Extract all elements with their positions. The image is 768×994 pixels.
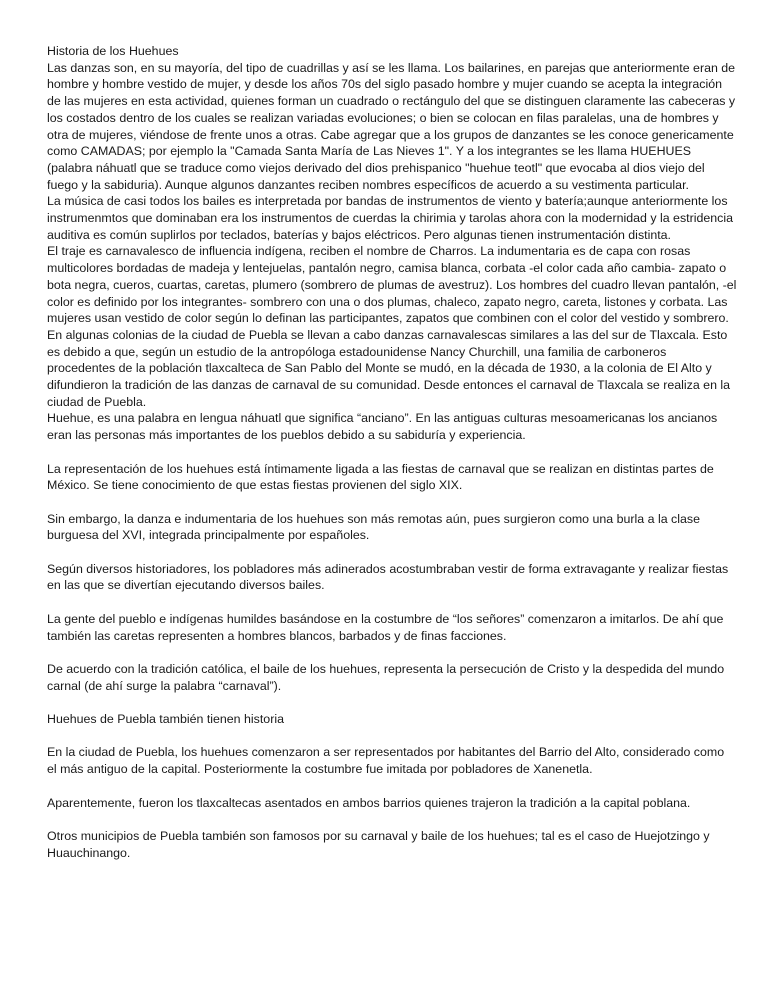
paragraph-huehue-definicion: Huehue, es una palabra en lengua náhuatl que significa “anciano”. En las antiguas culturas mesoamericanas los ancianos eran las personas más importantes de los pueblos debido a su sabiduría y experiencia. [47, 411, 718, 443]
paragraph-otros-municipios: Otros municipios de Puebla también son famosos por su carnaval y baile de los huehues; tal es el caso de Huejotzingo y Huauchinango. [47, 828, 710, 860]
paragraph-tradicion-catolica: De acuerdo con la tradición católica, el baile de los huehues, representa la persecución de Cristo y la despedida del mundo carnal (de ahí surge la palabra “carnaval”). [47, 661, 725, 693]
paragraph-tlaxcaltecas: Aparentemente, fueron los tlaxcaltecas asentados en ambos barrios quienes trajeron la tradición a la capital poblana. [47, 795, 691, 810]
paragraph-musica: La música de casi todos los bailes es interpretada por bandas de instrumentos de viento y batería;aunque anteriormente los instrumenmtos que dominaban era los instrumentos de cuerdas la chirimia y tarolas ahora con la modernidad y la estridencia auditiva es común suplirlos por teclados, baterías y bajos eléctricos. Pero algunas tienen instrumentación distinta. [47, 194, 733, 242]
body-block [47, 461, 737, 862]
intro-block [47, 43, 737, 444]
paragraph-sin-embargo: Sin embargo, la danza e indumentaria de los huehues son más remotas aún, pues surgieron como una burla a la clase burguesa del XVI, integrada principalmente por españoles. [47, 511, 700, 543]
document-page [47, 43, 737, 861]
document-title: Historia de los Huehues [47, 44, 179, 58]
paragraph-barrio-del-alto: En la ciudad de Puebla, los huehues comenzaron a ser representados por habitantes del Barrio del Alto, considerado como el más antiguo de la capital. Posteriormente la costumbre fue imitada por pobladores de Xanenetla. [47, 745, 725, 777]
paragraph-gente-del-pueblo: La gente del pueblo e indígenas humildes basándose en la costumbre de “los señores” comenzaron a imitarlos. De ahí que también las caretas representen a hombres blancos, barbados y de finas facciones. [47, 611, 724, 643]
paragraph-historiadores: Según diversos historiadores, los pobladores más adinerados acostumbraban vestir de forma extravagante y realizar fiestas en las que se divertían ejecutando diversos bailes. [47, 561, 729, 593]
paragraph-representacion: La representación de los huehues está íntimamente ligada a las fiestas de carnaval que se realizan en distintas partes de México. Se tiene conocimiento de que estas fiestas provienen del siglo XIX. [47, 461, 714, 493]
paragraph-traje: El traje es carnavalesco de influencia indígena, reciben el nombre de Charros. La indumentaria es de capa con rosas multicolores bordadas de madeja y lentejuelas, pantalón negro, camisa blanca, corbata -el color cada año cambia- zapato o bota negra, cueros, cuartas, caretas, plumero (sombrero de plumas de avestruz). Los hombres del cuadro llevan pantalón, -el color es definido por los integrantes- sombrero con una o dos plumas, chaleco, zapato negro, careta, listones y corbata. Las mujeres usan vestido de color según lo definan las participantes, zapatos que combinen con el color del vestido y sombrero. [47, 244, 737, 326]
section-heading-puebla: Huehues de Puebla también tienen historia [47, 712, 284, 727]
paragraph-cuadrillas: Las danzas son, en su mayoría, del tipo de cuadrillas y así se les llama. Los bailarines, en parejas que anteriormente eran de hombre y hombre vestido de mujer, y desde los años 70s del siglo pasado hombre y mujer cuando se acepta la integración de las mujeres en esta actividad, quienes forman un cuadrado o rectángulo del que se distinguen claramente las cabeceras y los costados dentro de los cuales se realizan variadas evoluciones; o bien se colocan en filas paralelas, una de hombres y otra de mujeres, viéndose de frente unos a otras. Cabe agregar que a los grupos de danzantes se les conoce genericamente como CAMADAS; por ejemplo la "Camada Santa María de Las Nieves 1". Y a los integrantes se les llama HUEHUES (palabra náhuatl que se traduce como viejos derivado del dios prehispanico "huehue teotl" que evocaba al dios viejo del fuego y la sabiduria). Aunque algunos danzantes reciben nombres específicos de acuerdo a su vestimenta particular. [47, 60, 736, 192]
paragraph-colonias-puebla: En algunas colonias de la ciudad de Puebla se llevan a cabo danzas carnavalescas similares a las del sur de Tlaxcala. Esto es debido a que, según un estudio de la antropóloga estadounidense Nancy Churchill, una familia de carboneros procedentes de la población tlaxcalteca de San Pablo del Monte se mudó, en la década de 1930, a la colonia de El Alto y difundieron la tradición de las danzas de carnaval de su comunidad. Desde entonces el carnaval de Tlaxcala se realiza en la ciudad de Puebla. [47, 327, 731, 409]
